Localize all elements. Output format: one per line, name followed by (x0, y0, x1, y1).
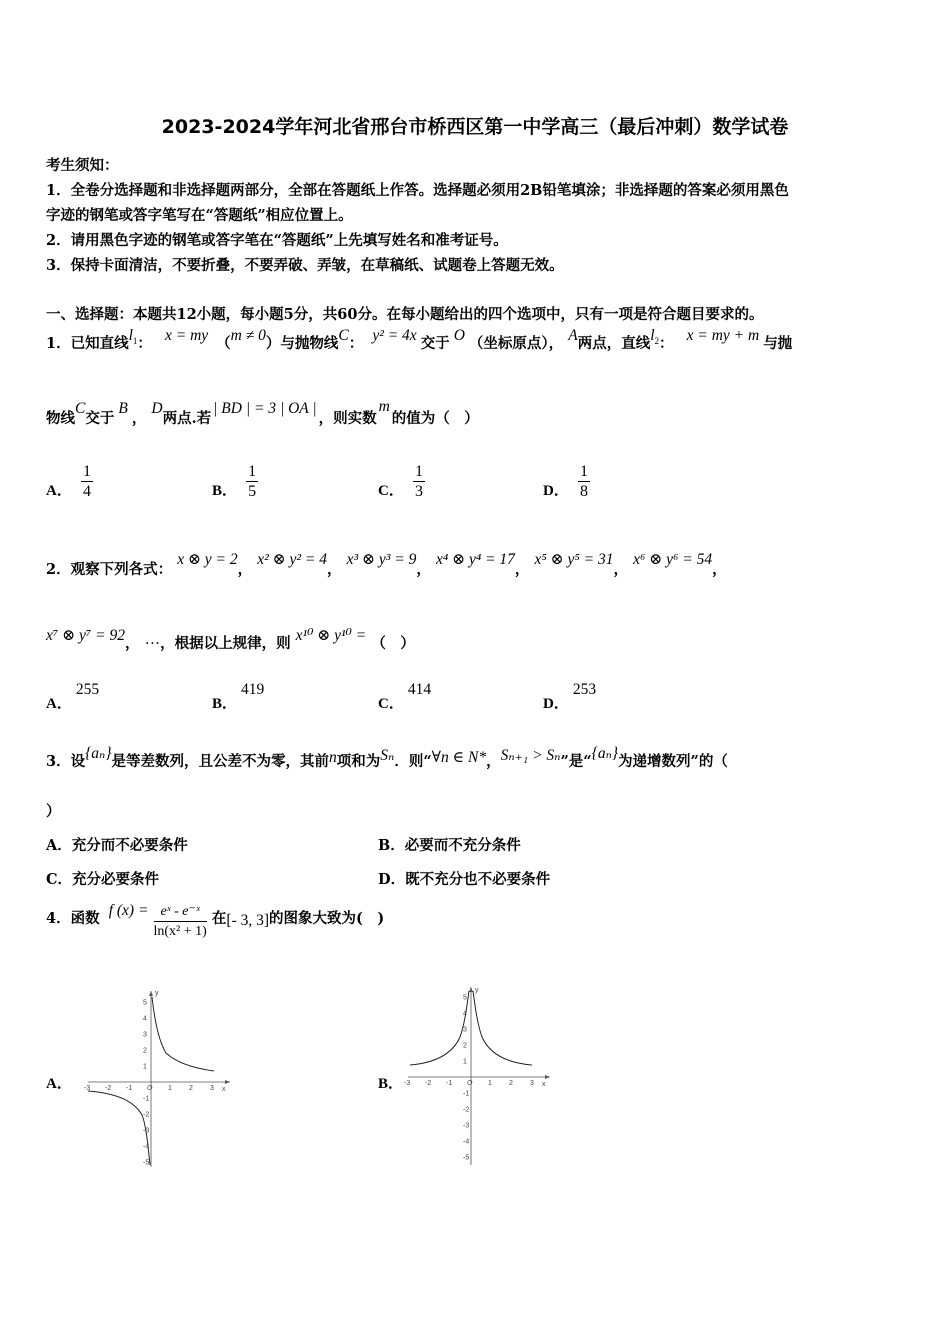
x-axis-label: x (542, 1081, 546, 1088)
q1-m: m (378, 398, 390, 415)
option-value: 253 (572, 681, 597, 698)
q1-option-d[interactable] (543, 462, 590, 502)
x-tick-label: -1 (446, 1080, 453, 1087)
option-label: A． (46, 837, 72, 854)
y-axis-label: y (475, 987, 479, 994)
q1-colon-2: ： (348, 335, 364, 352)
q1-option-b[interactable] (212, 462, 258, 502)
option-value: 414 (407, 681, 432, 698)
q1-text-9: 两点.若 (162, 410, 212, 427)
q1-option-a[interactable] (46, 462, 93, 502)
question-1-line-1 (46, 327, 793, 362)
x-tick-label: 3 (210, 1085, 214, 1092)
q1-l1: l (128, 327, 133, 344)
q4-numerator: eˣ - e⁻ˣ (154, 902, 207, 922)
y-tick-label: -5 (463, 1154, 470, 1162)
q3-an: {aₙ} (85, 745, 112, 762)
q2-expr-2: x² ⊗ y² = 4 (257, 551, 327, 568)
x-axis-label: x (222, 1086, 226, 1093)
q4-fx: f (x) = (108, 901, 149, 919)
q3-option-c[interactable] (46, 868, 159, 889)
q1-l2: l (650, 327, 655, 344)
y-tick-label: -3 (463, 1122, 470, 1130)
x-tick-label: -3 (404, 1080, 411, 1087)
x-tick-label: -3 (84, 1085, 91, 1092)
curve-left (88, 1091, 150, 1165)
q1-colon: ： (137, 335, 152, 352)
x-tick-label: -1 (126, 1085, 133, 1092)
q4-interval: [- 3, 3] (226, 911, 270, 929)
page-title: 2023-2024学年河北省邢台市桥西区第一中学高三（最后冲刺）数学试卷 (161, 116, 789, 138)
y-tick-label: -1 (463, 1090, 470, 1098)
q1-line2-eq: x = my + m (686, 327, 760, 344)
q2-expr-6: x⁶ ⊗ y⁶ = 54 (633, 551, 713, 568)
fraction-denominator: 5 (248, 483, 257, 500)
q1-parabola-eq: y² = 4x (372, 327, 417, 344)
q3-forall: ∀n ∈ N* (431, 749, 487, 766)
q2-expr-10: x¹⁰ ⊗ y¹⁰ = (295, 627, 367, 644)
x-tick-label: 1 (488, 1080, 492, 1087)
option-label: C． (378, 482, 404, 499)
q2-option-d[interactable] (543, 678, 597, 712)
x-tick-label: O (467, 1080, 473, 1087)
option-label: D． (543, 696, 569, 712)
y-tick-label: 2 (463, 1042, 467, 1050)
q1-text-5: 两点，直线 (577, 335, 651, 352)
q1-C-2: C (75, 400, 86, 417)
question-3-line-2: ） (46, 803, 61, 820)
q1-text-10: ，则实数 (318, 410, 377, 427)
q1-text-7: 物线 (46, 410, 75, 427)
y-tick-label: 3 (143, 1031, 147, 1039)
option-label: D． (378, 871, 406, 888)
fraction-denominator: 4 (82, 483, 91, 500)
x-tick-label: -2 (425, 1080, 432, 1087)
q2-text: 2．观察下列各式： (46, 561, 173, 578)
q1-text: 1．已知直线 (46, 335, 129, 352)
q3-comma: ， (486, 753, 501, 770)
q2-expr-5: x⁵ ⊗ y⁵ = 31 (534, 551, 614, 568)
option-text: 充分必要条件 (72, 871, 160, 888)
option-label: B． (212, 696, 238, 712)
option-label: B． (212, 482, 238, 499)
q2-option-a[interactable] (46, 678, 100, 712)
q2-sep: ， (613, 561, 628, 578)
option-label: A． (46, 696, 72, 712)
q4-option-b-label[interactable]: B． (378, 1076, 404, 1092)
y-tick-label: 4 (143, 1015, 147, 1023)
q3-n: n (329, 749, 337, 766)
q1-D: D (151, 400, 163, 417)
question-2-line-2 (46, 627, 415, 653)
q3-option-a[interactable] (46, 834, 188, 855)
q4-text-2: 在 (211, 909, 227, 927)
fraction-denominator: 3 (414, 483, 423, 500)
q2-text-2: ，根据以上规律，则 (160, 635, 291, 652)
q4-option-a-label[interactable]: A． (46, 1076, 72, 1092)
q2-expr-1: x ⊗ y = 2 (177, 551, 238, 568)
y-tick-label: 1 (463, 1058, 467, 1066)
q2-expr-7: x⁷ ⊗ y⁷ = 92 (46, 627, 125, 644)
q1-text-8: 交于 (85, 410, 115, 427)
option-value: 419 (241, 681, 265, 698)
q4-text-3: 的图象大致为( ) (269, 909, 385, 927)
option-value: 255 (75, 681, 100, 698)
notice-item-3: 3．保持卡面清洁，不要折叠，不要弄破、弄皱，在草稿纸、试题卷上答题无效。 (46, 257, 564, 274)
y-axis-label: y (155, 990, 159, 997)
q1-text-4: （坐标原点）， (468, 335, 564, 352)
x-tick-label: 1 (168, 1085, 172, 1092)
y-tick-label: -4 (463, 1138, 470, 1146)
q2-expr-4: x⁴ ⊗ y⁴ = 17 (435, 551, 515, 568)
option-label: C． (378, 696, 404, 712)
y-tick-label: -5 (143, 1159, 150, 1167)
q1-condition-2: | BD | = 3 | OA | (213, 400, 317, 417)
q3-an-2: {aₙ} (591, 745, 619, 762)
q1-comma: ， (131, 410, 147, 427)
q1-l2-sub: 2 (654, 336, 660, 347)
q3-text-6: 为递增数列”的（ (618, 753, 728, 770)
q2-sep: ， (416, 561, 431, 578)
q1-C: C (338, 327, 349, 344)
q2-text-3: （ ） (371, 635, 415, 652)
y-tick-label: -1 (143, 1095, 150, 1103)
q2-sep: ， (124, 635, 140, 652)
y-tick-label: -3 (143, 1127, 150, 1135)
q1-l1-sub: 1 (132, 336, 138, 347)
x-tick-label: 3 (530, 1080, 534, 1087)
curve-right (152, 997, 214, 1071)
x-tick-label: O (147, 1085, 153, 1092)
q2-sep: ， (327, 561, 342, 578)
fraction-numerator: 1 (579, 463, 588, 480)
q4-graph-b[interactable] (404, 985, 554, 1170)
option-text: 充分而不必要条件 (71, 837, 188, 854)
option-label: B． (378, 837, 405, 854)
q3-option-d[interactable] (378, 868, 550, 889)
option-text: 必要而不充分条件 (404, 837, 521, 854)
curve-left (410, 991, 469, 1065)
fraction-numerator: 1 (414, 463, 423, 480)
q1-text-2: ）与抛物线 (265, 335, 339, 352)
q2-option-c[interactable] (378, 678, 432, 712)
question-1-line-2 (46, 398, 479, 437)
option-text: 既不充分也不必要条件 (405, 871, 551, 888)
fraction-denominator: 8 (579, 483, 588, 500)
q4-denominator: ln(x² + 1) (153, 924, 207, 939)
q1-condition: m ≠ 0 (230, 327, 266, 344)
y-tick-label: -4 (143, 1143, 150, 1151)
y-axis-arrow-icon (469, 987, 473, 992)
q3-text: 3．设 (46, 753, 86, 770)
y-tick-label: 3 (463, 1026, 467, 1034)
notice-item-2: 2．请用黑色字迹的钢笔或答字笔在“答题纸”上先填写姓名和准考证号。 (46, 232, 508, 249)
q3-text-4: ．则“ (394, 753, 432, 770)
x-tick-label: 2 (509, 1080, 513, 1087)
option-label: A． (46, 482, 72, 499)
y-tick-label: 1 (143, 1063, 147, 1071)
q1-B: B (118, 400, 128, 417)
section-heading: 一、选择题：本题共12小题，每小题5分，共60分。在每小题给出的四个选项中，只有一项是符合题目要求的。 (46, 306, 764, 323)
q3-text-5: ”是“ (560, 753, 592, 770)
question-4 (46, 902, 384, 942)
q1-A: A (568, 327, 578, 344)
option-label: C． (46, 871, 73, 888)
q1-line-eq: x = my (165, 327, 209, 344)
q4-graph-a[interactable] (84, 985, 234, 1170)
option-label: D． (543, 482, 569, 499)
y-axis-arrow-icon (149, 991, 153, 996)
question-2-line-1 (46, 551, 727, 579)
y-tick-label: -2 (463, 1106, 470, 1114)
q2-sep: ， (712, 561, 727, 578)
question-3-line-1 (46, 745, 728, 771)
q3-text-3: 项和为 (336, 753, 381, 770)
q2-option-b[interactable] (212, 678, 265, 712)
q1-colon-3: ： (659, 335, 674, 352)
q2-expr-3: x³ ⊗ y³ = 9 (346, 551, 417, 568)
fraction-numerator: 1 (248, 463, 257, 480)
y-tick-label: 2 (143, 1047, 147, 1055)
q2-sep: ， (237, 561, 253, 578)
q3-sn: Sₙ (380, 747, 395, 764)
q3-option-b[interactable] (378, 834, 521, 855)
q1-text-3: 交于 (420, 335, 450, 352)
y-tick-label: -2 (143, 1111, 150, 1119)
y-tick-label: 5 (143, 999, 147, 1007)
q2-sep: ， (514, 561, 530, 578)
q1-O: O (453, 327, 465, 344)
curve-right (473, 991, 532, 1065)
q1-paren: （ (216, 335, 231, 352)
y-tick-label: 5 (463, 994, 467, 1002)
notice-item-1: 1．全卷分选择题和非选择题两部分，全部在答题纸上作答。选择题必须用2B铅笔填涂；非选择题的答案必须用黑色 (46, 182, 789, 199)
x-tick-label: 2 (189, 1085, 193, 1092)
q2-dots: … (144, 631, 161, 648)
q1-option-c[interactable] (378, 462, 425, 502)
notice-item-1-cont: 字迹的钢笔或答字笔写在“答题纸”相应位置上。 (46, 207, 353, 224)
q4-text: 4．函数 (46, 909, 100, 927)
y-tick-label: 4 (463, 1010, 467, 1018)
fraction-numerator: 1 (82, 463, 91, 480)
notice-heading: 考生须知： (46, 157, 119, 174)
x-axis-arrow-icon (225, 1080, 230, 1084)
q3-text-2: 是等差数列，且公差不为零，其前 (111, 753, 330, 770)
x-tick-label: -2 (105, 1085, 112, 1092)
q1-text-11: 的值为（ ） (391, 410, 479, 427)
x-axis-arrow-icon (545, 1075, 550, 1079)
q1-text-6: 与抛 (763, 335, 793, 352)
q3-inequality: Sₙ₊₁ > Sₙ (500, 747, 561, 764)
